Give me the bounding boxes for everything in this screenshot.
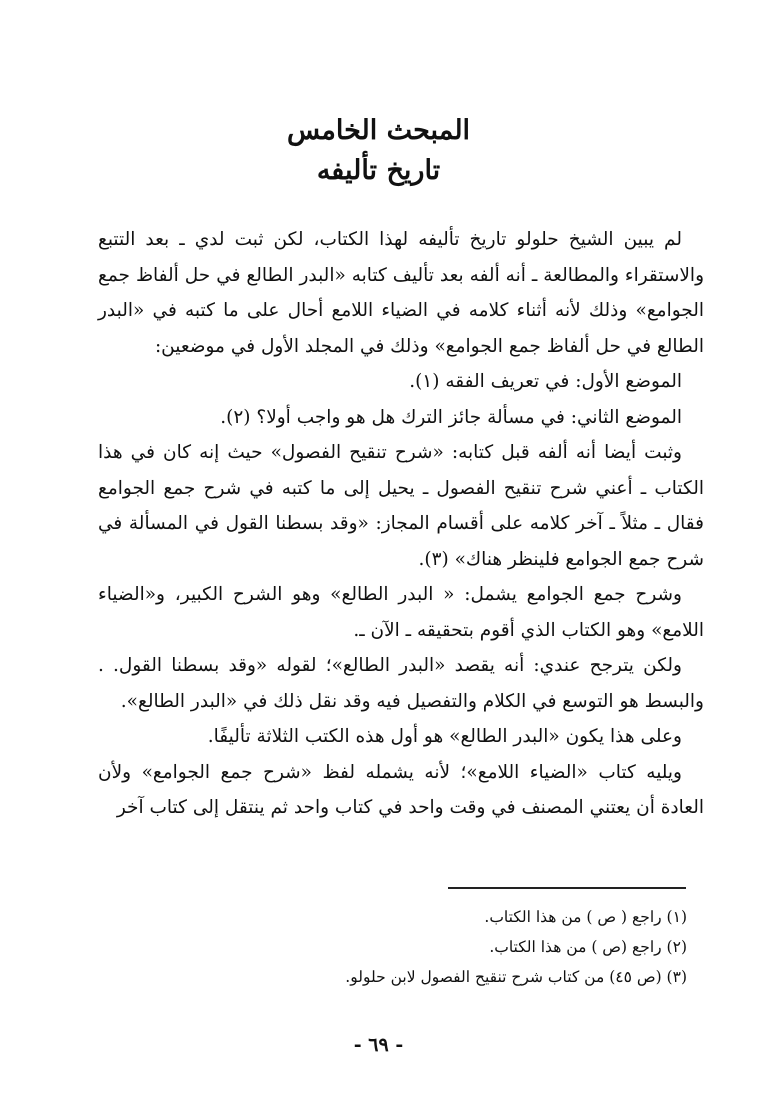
paragraph-followed-by: ويليه كتاب «الضياء اللامع»؛ لأنه يشمله لفظ «شرح جمع الجوامع» ولأن العادة أن يعتني المصنف في وقت واحد في كتاب واحد ثم ينتقل إلى كتاب آخر (98, 761, 704, 818)
footnote-divider (448, 887, 686, 889)
paragraph-before-tanqih: وثبت أيضا أنه ألفه قبل كتابه: «شرح تنقيح الفصول» حيث إنه كان في هذا الكتاب ـ أعني شرح تنقيح الفصول ـ يحيل إلى ما كتبه في شرح جمع الجوامع فقال ـ مثلاً ـ آخر كلامه على أقسام المجاز: «وقد بسطنا القول في المسألة في شرح جمع الجوامع فلينظر هناك» (٣). (98, 442, 704, 570)
paragraph-first-place: الموضع الأول: في تعريف الفقه (١). (409, 371, 682, 392)
footnote-3: (٣) (ص ٤٥) من كتاب شرح تنقيح الفصول لابن حلولو. (345, 968, 687, 986)
paragraph-sharh-includes: وشرح جمع الجوامع يشمل: « البدر الطالع» وهو الشرح الكبير، و«الضياء اللامع» وهو الكتاب الذي أقوم بتحقيقه ـ الآن ـ. (98, 584, 704, 641)
paragraph-first-book: وعلى هذا يكون «البدر الطالع» هو أول هذه الكتب الثلاثة تأليفًا. (207, 726, 682, 747)
section-title: المبحث الخامس (286, 115, 471, 146)
footnotes (127, 902, 687, 992)
paragraph-preference: ولكن يترجح عندي: أنه يقصد «البدر الطالع»؛ لقوله «وقد بسطنا القول. . والبسط هو التوسع في الكلام والتفصيل فيه وقد نقل ذلك في «البدر الطالع». (98, 655, 704, 712)
footnote-1: (١) راجع ( ص ) من هذا الكتاب. (484, 908, 687, 926)
footnote-2: (٢) راجع (ص ) من هذا الكتاب. (489, 938, 687, 956)
page-number: - ٦٩ - (353, 1034, 404, 1056)
paragraph-second-place: الموضع الثاني: في مسألة جائز الترك هل هو واجب أولا؟ (٢). (220, 406, 682, 428)
body-text (98, 222, 704, 826)
section-subtitle: تاريخ تأليفه (316, 155, 441, 186)
paragraph-intro: لم يبين الشيخ حلولو تاريخ تأليفه لهذا الكتاب، لكن ثبت لدي ـ بعد التتبع والاستقراء والمطالعة ـ أنه ألفه بعد تأليف كتابه «البدر الطالع في حل ألفاظ جمع الجوامع» وذلك لأنه أثناء كلامه في الضياء اللامع أحال على ما كتبه في «البدر الطالع في حل ألفاظ جمع الجوامع» وذلك في المجلد الأول في موضعين: (98, 229, 704, 357)
